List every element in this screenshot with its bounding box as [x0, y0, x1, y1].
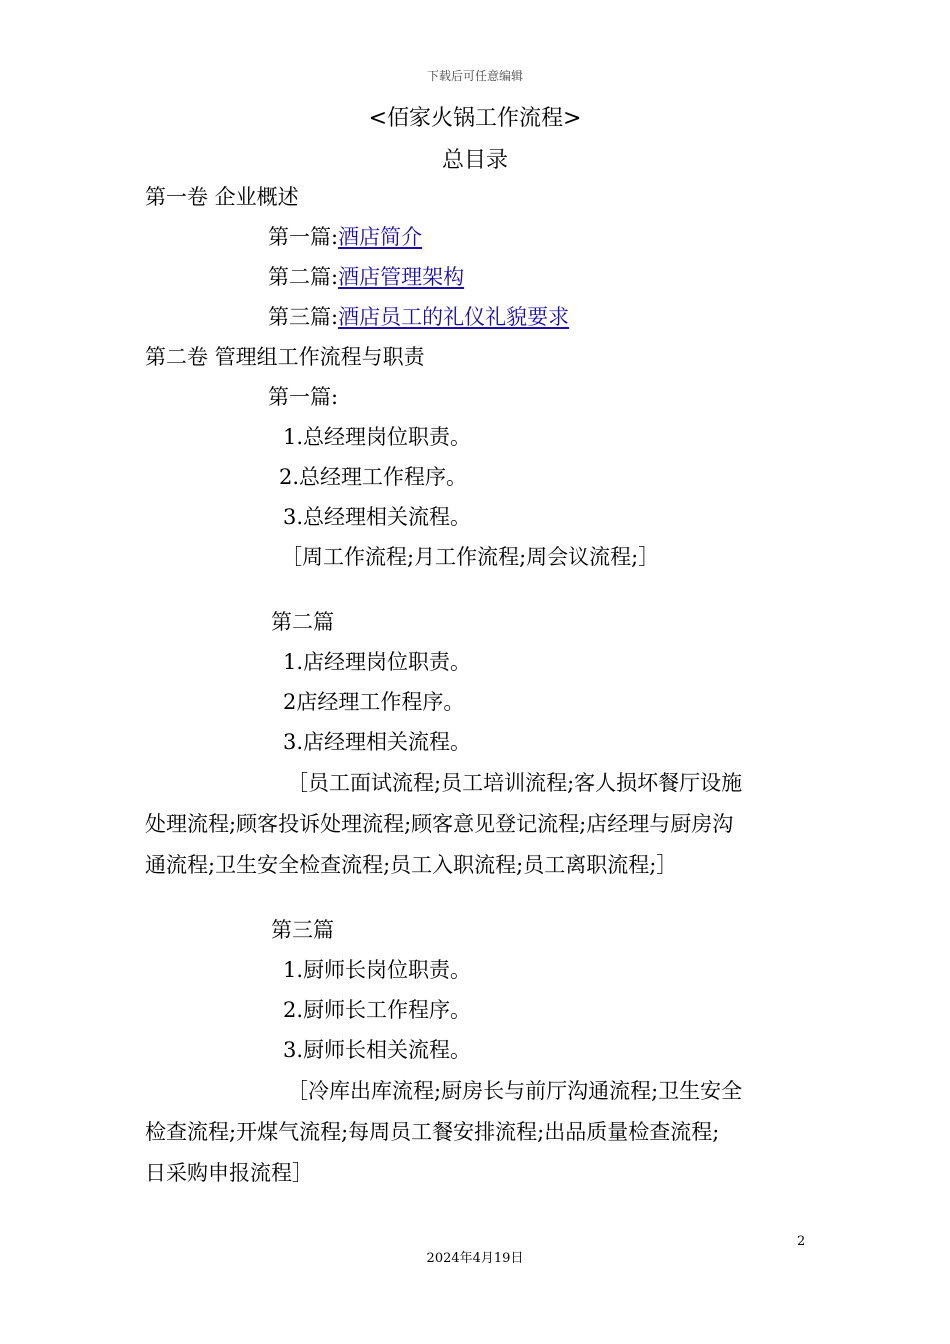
- document-title: <佰家火锅工作流程>: [368, 106, 582, 131]
- list-item: 1.总经理岗位职责。: [283, 425, 472, 449]
- volume-2-heading: 第二卷 管理组工作流程与职责: [145, 345, 425, 369]
- toc-title: 总目录: [441, 148, 508, 173]
- flows-line: 通流程;卫生安全检查流程;员工入职流程;员工离职流程;］: [145, 853, 678, 877]
- list-item: 3.总经理相关流程。: [283, 505, 472, 529]
- toc-entry-management-structure: [268, 261, 464, 291]
- flows-line: ［冷库出库流程;厨房长与前厅沟通流程;卫生安全: [287, 1079, 743, 1103]
- entry-prefix: 第三篇:: [268, 305, 339, 329]
- toc-entry-hotel-intro: [268, 221, 422, 251]
- toc-entry-etiquette: [268, 301, 569, 331]
- link-management-structure[interactable]: 酒店管理架构: [338, 265, 465, 289]
- footer-date: 2024年4月19日: [426, 1251, 524, 1266]
- flows-line: 日采购申报流程］: [145, 1161, 313, 1185]
- page-header: 下载后可任意编辑: [426, 69, 523, 83]
- flows-line: 处理流程;顾客投诉处理流程;顾客意见登记流程;店经理与厨房沟: [145, 812, 734, 836]
- list-item: 2店经理工作程序。: [283, 690, 465, 714]
- link-etiquette[interactable]: 酒店员工的礼仪礼貌要求: [338, 305, 570, 329]
- link-hotel-intro[interactable]: 酒店简介: [338, 225, 423, 249]
- list-item: 3.店经理相关流程。: [283, 730, 472, 754]
- flows-line: 检查流程;开煤气流程;每周员工餐安排流程;出品质量检查流程;: [145, 1120, 720, 1144]
- part-3-title: 第三篇: [271, 918, 334, 942]
- list-item: 1.厨师长岗位职责。: [283, 958, 472, 982]
- page-number: 2: [797, 1234, 806, 1249]
- volume-1-heading: 第一卷 企业概述: [145, 185, 299, 209]
- list-item: 3.厨师长相关流程。: [283, 1038, 472, 1062]
- flows-line: ［员工面试流程;员工培训流程;客人损坏餐厅设施: [287, 771, 743, 795]
- entry-prefix: 第二篇:: [268, 265, 339, 289]
- flows-list: ［周工作流程;月工作流程;周会议流程;］: [281, 545, 660, 569]
- list-item: 2.总经理工作程序。: [279, 465, 468, 489]
- list-item: 2.厨师长工作程序。: [283, 998, 472, 1022]
- part-2-title: 第二篇: [271, 610, 334, 634]
- list-item: 1.店经理岗位职责。: [283, 650, 472, 674]
- part-1-title: 第一篇:: [268, 385, 339, 409]
- entry-prefix: 第一篇:: [268, 225, 339, 249]
